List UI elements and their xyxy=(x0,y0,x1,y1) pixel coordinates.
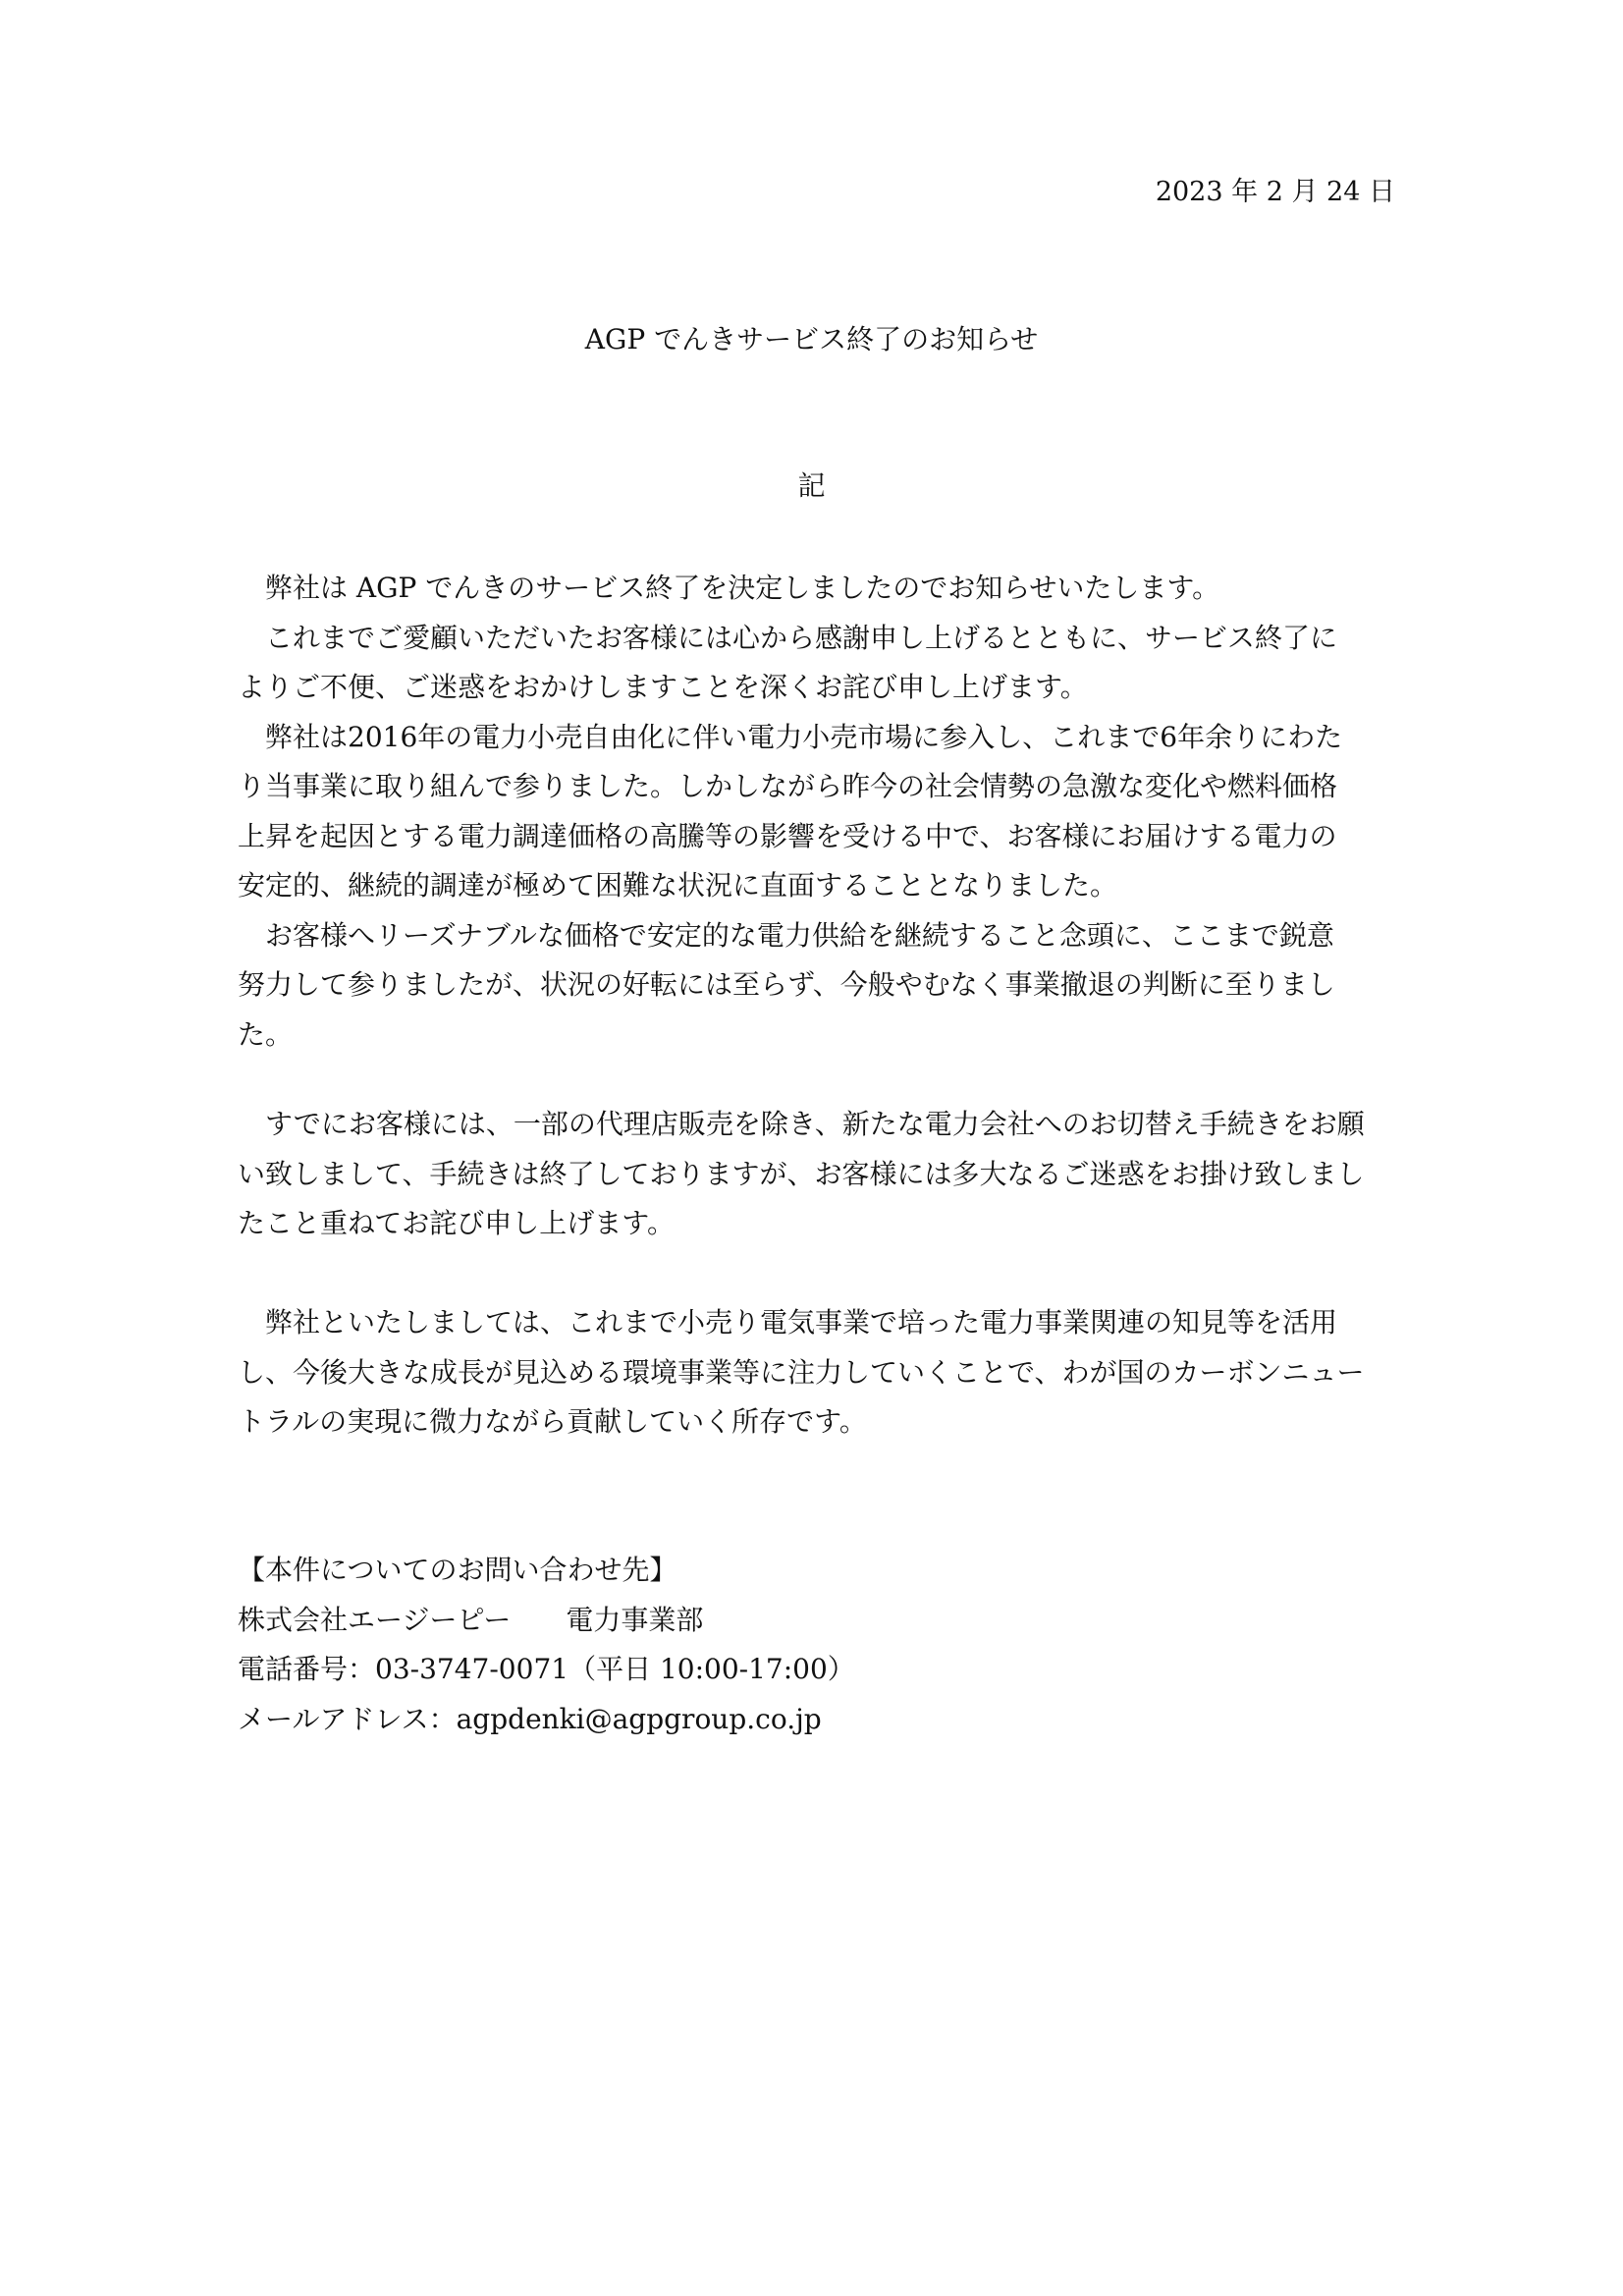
text-line: お客様へリーズナブルな価格で安定的な電力供給を継続すること念頭に、ここまで鋭意 xyxy=(238,918,1334,952)
text-line: 安定的、継続的調達が極めて困難な状況に直面することとなりました。 xyxy=(238,869,1118,902)
text-line: り当事業に取り組んで参りました。しかしながら昨今の社会情勢の急激な変化や燃料価格 xyxy=(238,770,1338,802)
document-title: AGP でんきサービス終了のお知らせ xyxy=(584,323,1039,355)
paragraph-switching xyxy=(238,1100,1386,1249)
text-line: たこと重ねてお詫び申し上げます。 xyxy=(238,1207,676,1239)
text-line: よりご不便、ご迷惑をおかけしますことを深くお詫び申し上げます。 xyxy=(238,671,1088,703)
contact-company: 株式会社エージーピー 電力事業部 xyxy=(238,1603,704,1636)
text-line: し、今後大きな成長が見込める環境事業等に注力していくことで、わが国のカーボンニュー xyxy=(238,1355,1365,1389)
text-line: すでにお客様には、一部の代理店販売を除き、新たな電力会社へのお切替え手続きをお願 xyxy=(238,1108,1365,1140)
contact-heading: 【本件についてのお問い合わせ先】 xyxy=(238,1554,677,1586)
text-line: 上昇を起因とする電力調達価格の高騰等の影響を受ける中で、お客様にお届けする電力の xyxy=(238,819,1337,852)
contact-phone: 電話番号：03-3747-0071（平日 10:00-17:00） xyxy=(238,1653,855,1685)
text-line: トラルの実現に微力ながら貢献していく所存です。 xyxy=(238,1405,867,1438)
text-line: 弊社といたしましては、これまで小売り電気事業で培った電力事業関連の知見等を活用 xyxy=(238,1306,1338,1339)
text-line: い致しまして、手続きは終了しておりますが、お客様には多大なるご迷惑をお掛け致しまし xyxy=(238,1157,1365,1190)
ki-heading: 記 xyxy=(797,469,826,502)
document-date: 2023 年 2 月 24 日 xyxy=(1155,177,1395,207)
text-line: 努力して参りましたが、状況の好転には至らず、今般やむなく事業撤退の判断に至りまし xyxy=(238,968,1335,1001)
text-line: これまでご愛顧いただいたお客様には心から感謝申し上げるとともに、サービス終了に xyxy=(238,621,1338,654)
text-line: た。 xyxy=(238,1017,294,1051)
contact-block xyxy=(238,1546,1386,1744)
text-line: 弊社は2016年の電力小売自由化に伴い電力小売市場に参入し、これまで6年余りにわた xyxy=(238,720,1343,753)
paragraph-future xyxy=(238,1298,1386,1448)
paragraph-announcement xyxy=(238,564,1386,1060)
text-line: 弊社は AGP でんきのサービス終了を決定しましたのでお知らせいたします。 xyxy=(238,572,1220,604)
contact-email: メールアドレス：agpdenki@agpgroup.co.jp xyxy=(238,1702,822,1735)
